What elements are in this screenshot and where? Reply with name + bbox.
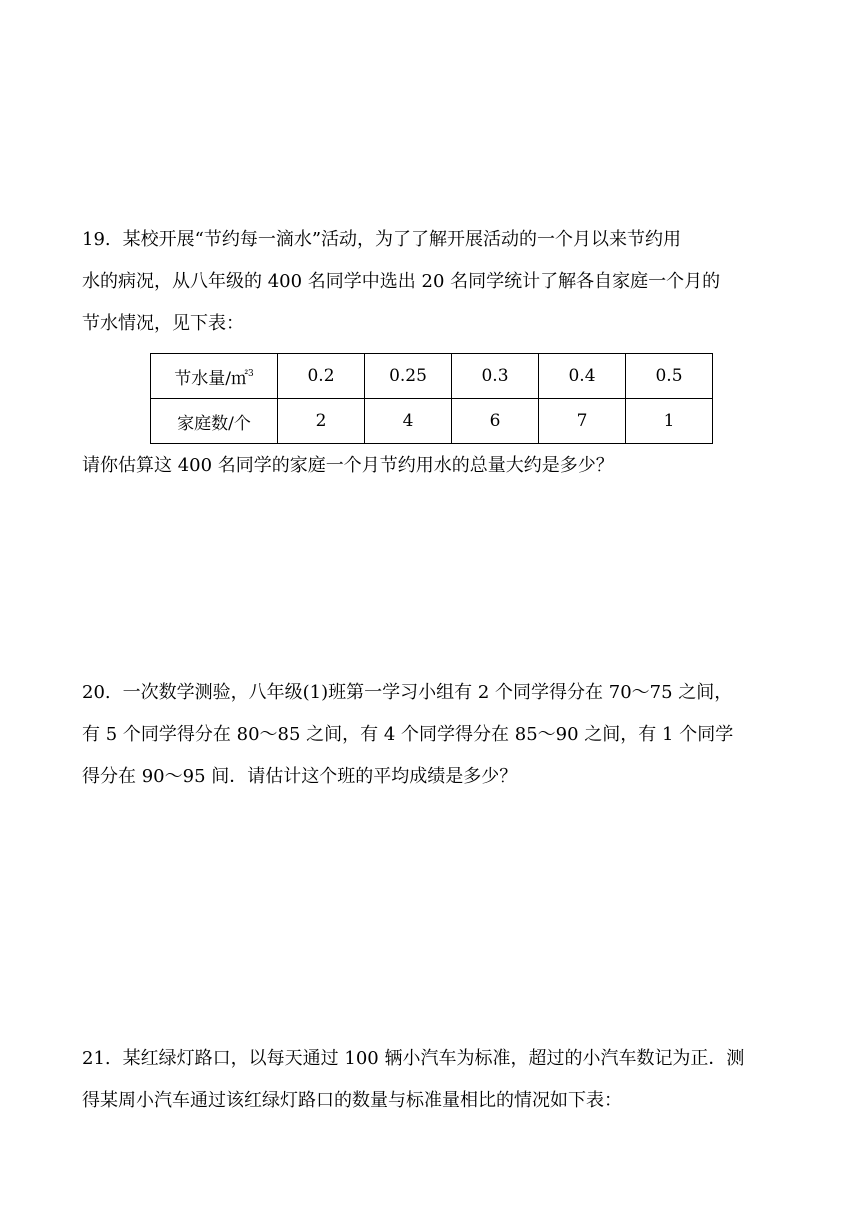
question-20	[82, 672, 782, 798]
question-21-number: 21.	[82, 1048, 111, 1069]
table-cell: 6	[452, 399, 539, 444]
question-20-number: 20.	[82, 682, 111, 703]
table-row-water-amount	[151, 354, 713, 399]
question-21-line-2: 得某周小汽车通过该红绿灯路口的数量与标准量相比的情况如下表：	[82, 1090, 622, 1111]
table-row-household-count	[151, 399, 713, 444]
question-21	[82, 1038, 782, 1122]
table-cell: 4	[365, 399, 452, 444]
table-cell: 0.25	[365, 354, 452, 399]
table-cell: 0.5	[626, 354, 713, 399]
table-cell: 2	[278, 399, 365, 444]
table-cell: 1	[626, 399, 713, 444]
table-cell: 0.3	[452, 354, 539, 399]
question-21-line-1: 21. 某红绿灯路口，以每天通过 100 辆小汽车为标准，超过的小汽车数记为正．测	[82, 1048, 745, 1069]
table-cell: 0.2	[278, 354, 365, 399]
question-19-line-1: 19. 某校开展“节约每一滴水”活动，为了了解开展活动的一个月以来节约用	[82, 229, 682, 250]
table-cell: 7	[539, 399, 626, 444]
table-header-household-count: 家庭数/个	[151, 399, 278, 444]
question-19	[82, 219, 782, 345]
question-19-prompt: 请你估算这 400 名同学的家庭一个月节约用水的总量大约是多少？	[82, 455, 614, 476]
water-saving-table	[150, 353, 713, 444]
table-cell: 0.4	[539, 354, 626, 399]
question-19-line-2: 水的病况，从八年级的 400 名同学中选出 20 名同学统计了解各自家庭一个月的	[82, 271, 721, 292]
question-19-line-3: 节水情况，见下表：	[82, 313, 244, 334]
question-20-line-1: 20. 一次数学测验，八年级(1)班第一学习小组有 2 个同学得分在 70～75 之间，	[82, 682, 733, 703]
question-20-line-3: 得分在 90～95 间．请估计这个班的平均成绩是多少？	[82, 766, 518, 787]
question-20-line-2: 有 5 个同学得分在 80～85 之间，有 4 个同学得分在 85～90 之间，有 1 个同学	[82, 724, 734, 745]
table-header-water-amount: 节水量/㎡$^3$	[151, 354, 278, 399]
question-19-number: 19.	[82, 229, 111, 250]
